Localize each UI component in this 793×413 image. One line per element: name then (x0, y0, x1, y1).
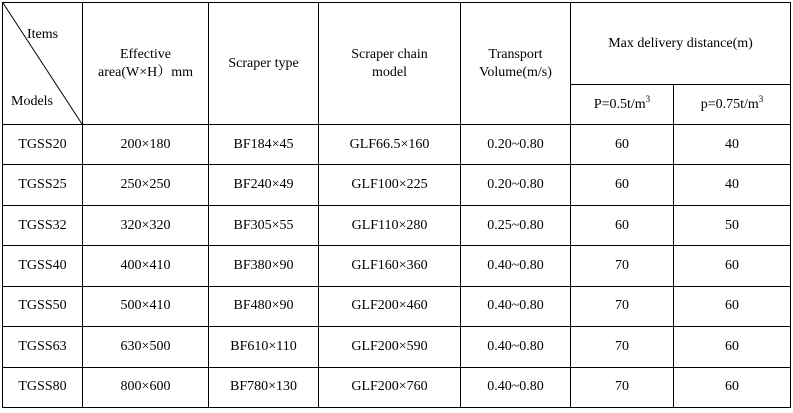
table-row (3, 246, 791, 286)
scraper-cell: BF780×130 (209, 367, 319, 407)
table-row (3, 286, 791, 326)
col-header-transport-volume-line1: Transport (488, 46, 543, 62)
area-cell: 800×600 (83, 367, 209, 407)
chain-cell: GLF160×360 (319, 246, 461, 286)
distance-p075-cell: 60 (674, 286, 791, 326)
model-cell: TGSS50 (3, 286, 83, 326)
subheader-p-0-5-text: P=0.5t/m (593, 96, 646, 112)
distance-p05-cell: 70 (571, 367, 674, 407)
col-header-effective-area (83, 3, 209, 125)
chain-cell: GLF110×280 (319, 205, 461, 245)
corner-header (3, 3, 83, 125)
model-cell: TGSS20 (3, 125, 83, 165)
col-header-transport-volume (461, 3, 571, 125)
volume-cell: 0.40~0.80 (461, 367, 571, 407)
subheader-p-0-5-exponent: 3 (645, 93, 651, 104)
chain-cell: GLF66.5×160 (319, 125, 461, 165)
distance-p075-cell: 40 (674, 125, 791, 165)
col-header-max-delivery-distance: Max delivery distance(m) (571, 3, 791, 85)
scraper-cell: BF610×110 (209, 327, 319, 367)
table-row (3, 367, 791, 407)
area-cell: 200×180 (83, 125, 209, 165)
chain-cell: GLF200×460 (319, 286, 461, 326)
col-header-effective-area-line1: Effective (119, 46, 172, 62)
subheader-p-0-5 (571, 85, 674, 125)
volume-cell: 0.20~0.80 (461, 165, 571, 205)
volume-cell: 0.25~0.80 (461, 205, 571, 245)
scraper-cell: BF184×45 (209, 125, 319, 165)
scraper-cell: BF480×90 (209, 286, 319, 326)
distance-p05-cell: 70 (571, 246, 674, 286)
col-header-scraper-chain-line1: Scraper chain (351, 46, 428, 62)
model-cell: TGSS32 (3, 205, 83, 245)
area-cell: 630×500 (83, 327, 209, 367)
distance-p05-cell: 60 (571, 165, 674, 205)
distance-p05-cell: 70 (571, 327, 674, 367)
distance-p075-cell: 60 (674, 246, 791, 286)
col-header-scraper-chain-line2: model (372, 64, 407, 80)
model-cell: TGSS25 (3, 165, 83, 205)
chain-cell: GLF200×760 (319, 367, 461, 407)
distance-p05-cell: 60 (571, 125, 674, 165)
distance-p075-cell: 40 (674, 165, 791, 205)
distance-p05-cell: 60 (571, 205, 674, 245)
col-header-transport-volume-line2: Volume(m/s) (479, 64, 552, 80)
volume-cell: 0.40~0.80 (461, 246, 571, 286)
scraper-cell: BF240×49 (209, 165, 319, 205)
models-label: Models (11, 94, 53, 109)
model-cell: TGSS63 (3, 327, 83, 367)
area-cell: 250×250 (83, 165, 209, 205)
subheader-p-0-75-exponent: 3 (758, 93, 764, 104)
volume-cell: 0.20~0.80 (461, 125, 571, 165)
table-row (3, 327, 791, 367)
table-row (3, 125, 791, 165)
volume-cell: 0.40~0.80 (461, 327, 571, 367)
area-cell: 320×320 (83, 205, 209, 245)
specification-table (2, 2, 791, 408)
col-header-effective-area-line2: area(W×H）mm (98, 64, 193, 80)
distance-p05-cell: 70 (571, 286, 674, 326)
area-cell: 500×410 (83, 286, 209, 326)
items-label: Items (27, 27, 59, 42)
col-header-scraper-chain (319, 3, 461, 125)
scraper-cell: BF305×55 (209, 205, 319, 245)
distance-p075-cell: 60 (674, 327, 791, 367)
col-header-scraper-type: Scraper type (209, 3, 319, 125)
subheader-p-0-75 (674, 85, 791, 125)
scraper-cell: BF380×90 (209, 246, 319, 286)
distance-p075-cell: 60 (674, 367, 791, 407)
distance-p075-cell: 50 (674, 205, 791, 245)
area-cell: 400×410 (83, 246, 209, 286)
model-cell: TGSS40 (3, 246, 83, 286)
table-row (3, 205, 791, 245)
model-cell: TGSS80 (3, 367, 83, 407)
volume-cell: 0.40~0.80 (461, 286, 571, 326)
chain-cell: GLF200×590 (319, 327, 461, 367)
subheader-p-0-75-text: p=0.75t/m (700, 96, 759, 112)
table-row (3, 165, 791, 205)
chain-cell: GLF100×225 (319, 165, 461, 205)
